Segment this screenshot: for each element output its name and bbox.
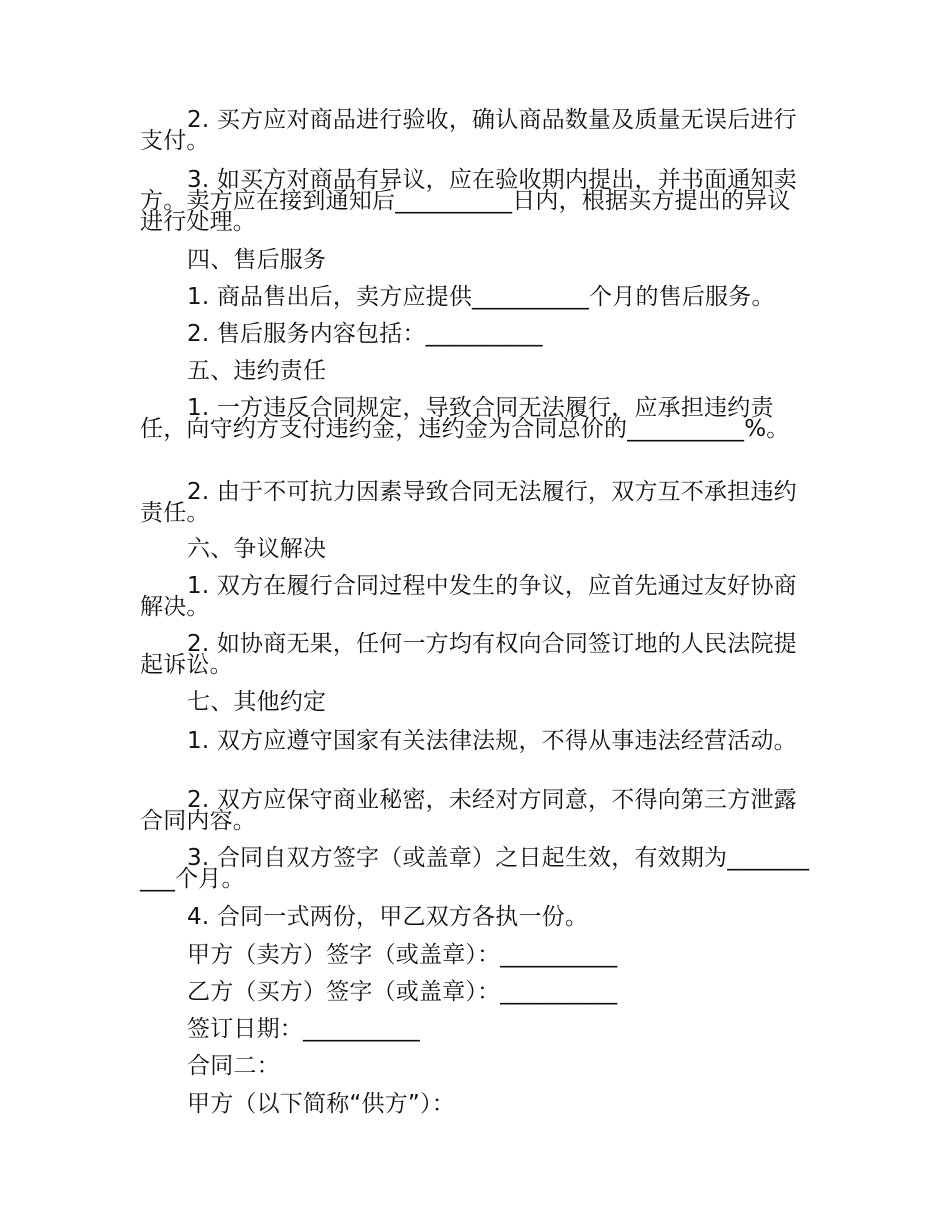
section-heading-liability: 五、违约责任 bbox=[187, 358, 327, 384]
clause-after-sales-period: 1. 商品售出后，卖方应提供__________个月的售后服务。 bbox=[187, 284, 775, 310]
contract-two-heading: 合同二： bbox=[187, 1053, 280, 1079]
signature-party-b: 乙方（买方）签字（或盖章）：__________ bbox=[187, 979, 618, 1005]
clause-after-sales-content: 2. 售后服务内容包括：__________ bbox=[187, 321, 543, 347]
section-heading-other: 七、其他约定 bbox=[187, 689, 327, 715]
clause-breach-penalty: 1. 一方违反合同规定，导致合同无法履行，应承担违约责任，向守约方支付违约金，违约金为合同总价的__________%。 bbox=[140, 395, 790, 442]
signing-date: 签订日期：__________ bbox=[187, 1016, 420, 1042]
signature-party-a: 甲方（卖方）签字（或盖章）：__________ bbox=[187, 942, 618, 968]
section-heading-after-sales: 四、售后服务 bbox=[187, 247, 327, 273]
clause-acceptance-payment: 2. 买方应对商品进行验收，确认商品数量及质量无误后进行支付。 bbox=[140, 107, 797, 154]
contract-two-party-a: 甲方（以下简称“供方”）： bbox=[187, 1091, 455, 1117]
clause-force-majeure: 2. 由于不可抗力因素导致合同无法履行，双方互不承担违约责任。 bbox=[140, 479, 797, 526]
clause-confidentiality: 2. 双方应保守商业秘密，未经对方同意，不得向第三方泄露合同内容。 bbox=[140, 787, 797, 834]
clause-compliance: 1. 双方应遵守国家有关法律法规，不得从事违法经营活动。 bbox=[187, 728, 797, 754]
clause-copies: 4. 合同一式两份，甲乙双方各执一份。 bbox=[187, 904, 589, 930]
section-heading-dispute: 六、争议解决 bbox=[187, 536, 327, 562]
clause-negotiation: 1. 双方在履行合同过程中发生的争议，应首先通过友好协商解决。 bbox=[140, 573, 797, 620]
clause-objection: 3. 如买方对商品有异议，应在验收期内提出，并书面通知卖方。卖方应在接到通知后__________日内，根据买方提出的异议进行处理。 bbox=[140, 167, 797, 235]
clause-litigation: 2. 如协商无果，任何一方均有权向合同签订地的人民法院提起诉讼。 bbox=[140, 631, 797, 678]
clause-validity: 3. 合同自双方签字（或盖章）之日起生效，有效期为__________个月。 bbox=[140, 845, 810, 892]
